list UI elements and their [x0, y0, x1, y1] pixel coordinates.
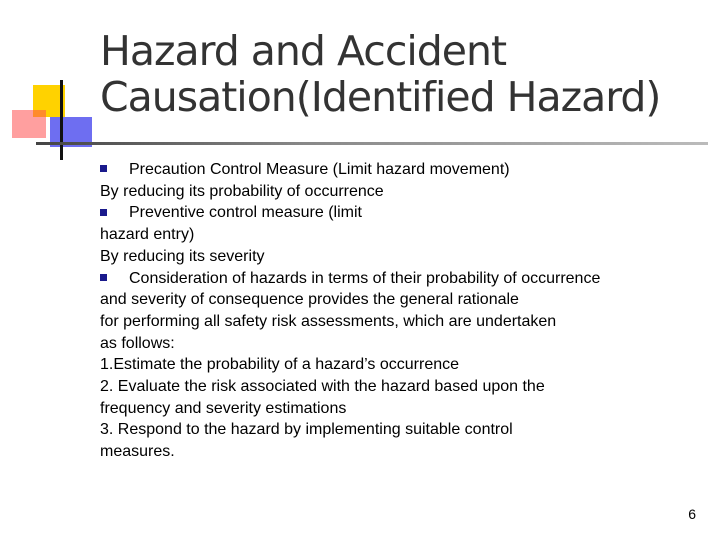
line-text: 1.Estimate the probability of a hazard’s occurrence — [100, 356, 460, 374]
decor-red-square — [12, 110, 46, 138]
text-line — [100, 376, 700, 398]
line-text: for performing all safety risk assessments, which are undertaken — [100, 312, 557, 330]
text-line — [100, 246, 700, 268]
page-number: 6 — [688, 506, 696, 522]
square-bullet-icon — [100, 209, 107, 216]
line-text: Precaution Control Measure (Limit hazard movement) — [129, 161, 510, 178]
line-text: By reducing its probability of occurrence — [100, 182, 384, 200]
square-bullet-icon — [100, 274, 107, 281]
line-text: By reducing its severity — [100, 247, 265, 265]
line-text: 3. Respond to the hazard by implementing suitable control — [100, 421, 513, 439]
slide-title-line-2: Causation(Identified Hazard) — [100, 73, 661, 121]
slide-title-line-1: Hazard and Accident — [100, 27, 507, 75]
line-text: and severity of consequence provides the general rationale — [100, 291, 519, 309]
slide-title — [100, 28, 700, 120]
slide-body — [100, 159, 700, 463]
line-text: measures. — [100, 443, 175, 461]
line-text: hazard entry) — [100, 226, 195, 244]
text-line — [100, 311, 700, 333]
text-line — [100, 354, 700, 376]
title-underline — [36, 142, 708, 145]
square-bullet-icon — [100, 165, 107, 172]
text-line — [100, 181, 700, 203]
line-text: as follows: — [100, 334, 175, 352]
line-text: frequency and severity estimations — [100, 399, 347, 417]
text-line — [100, 419, 700, 441]
bullet-item — [100, 159, 700, 181]
line-text: Preventive control measure (limit — [129, 204, 362, 222]
decor-vertical-line — [60, 80, 63, 160]
text-line — [100, 289, 700, 311]
bullet-item — [100, 268, 700, 290]
text-line — [100, 441, 700, 463]
line-text: Consideration of hazards in terms of their probability of occurrence — [129, 269, 601, 287]
text-line — [100, 224, 700, 246]
text-line — [100, 333, 700, 355]
bullet-item — [100, 202, 700, 224]
text-line — [100, 398, 700, 420]
line-text: 2. Evaluate the risk associated with the hazard based upon the — [100, 378, 545, 396]
